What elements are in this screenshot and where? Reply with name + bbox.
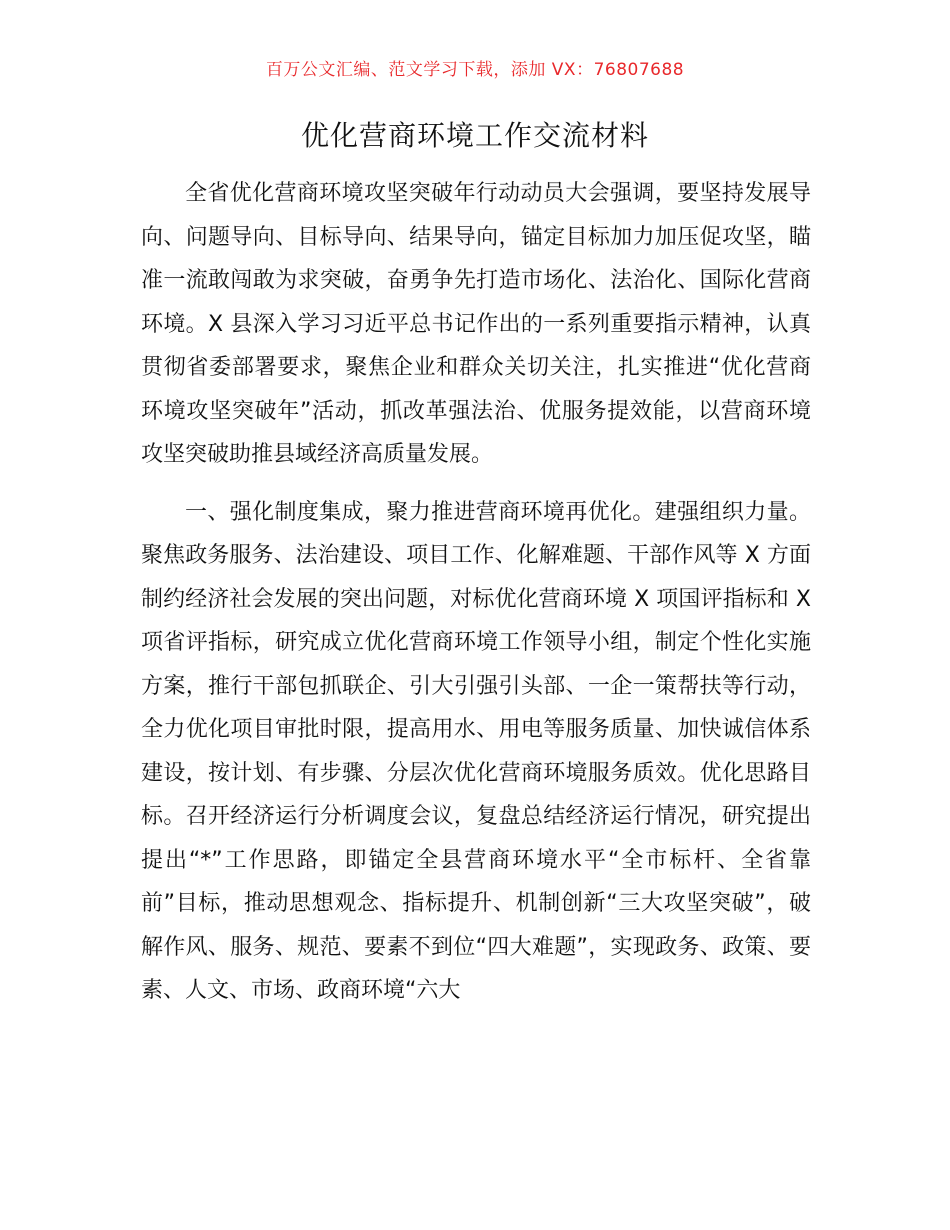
document-title: 优化营商环境工作交流材料	[300, 119, 649, 152]
header-note: 百万公文汇编、范文学习下载，添加 VX：76807688	[265, 60, 685, 80]
document-body	[141, 172, 811, 1013]
paragraph-intro: 全省优化营商环境攻坚突破年行动动员大会强调，要坚持发展导向、问题导向、目标导向、结果导向，锚定目标加力加压促攻坚，瞄准一流敢闯敢为求突破，奋勇争先打造市场化、法治化、国际化营商环境。X 县深入学习习近平总书记作出的一系列重要指示精神，认真贯彻省委部署要求，聚焦企业和群众关切关注，扎实推进“优化营商环境攻坚突破年”活动，抓改革强法治、优服务提效能，以营商环境攻坚突破助推县域经济高质量发展。	[141, 181, 811, 467]
paragraph-section-one: 一、强化制度集成，聚力推进营商环境再优化。建强组织力量。聚焦政务服务、法治建设、项目工作、化解难题、干部作风等 X 方面制约经济社会发展的突出问题，对标优化营商环境 X 项国评指标和 X 项省评指标，研究成立优化营商环境工作领导小组，制定个性化实施方案，推行干部包抓联企、引大引强引头部、一企一策帮扶等行动，全力优化项目审批时限，提高用水、用电等服务质量、加快诚信体系建设，按计划、有步骤、分层次优化营商环境服务质效。优化思路目标。召开经济运行分析调度会议，复盘总结经济运行情况，研究提出提出“*”工作思路，即锚定全县营商环境水平“全市标杆、全省靠前”目标，推动思想观念、指标提升、机制创新“三大攻坚突破”，破解作风、服务、规范、要素不到位“四大难题”，实现政务、政策、要素、人文、市场、政商环境“六大	[141, 499, 811, 1003]
